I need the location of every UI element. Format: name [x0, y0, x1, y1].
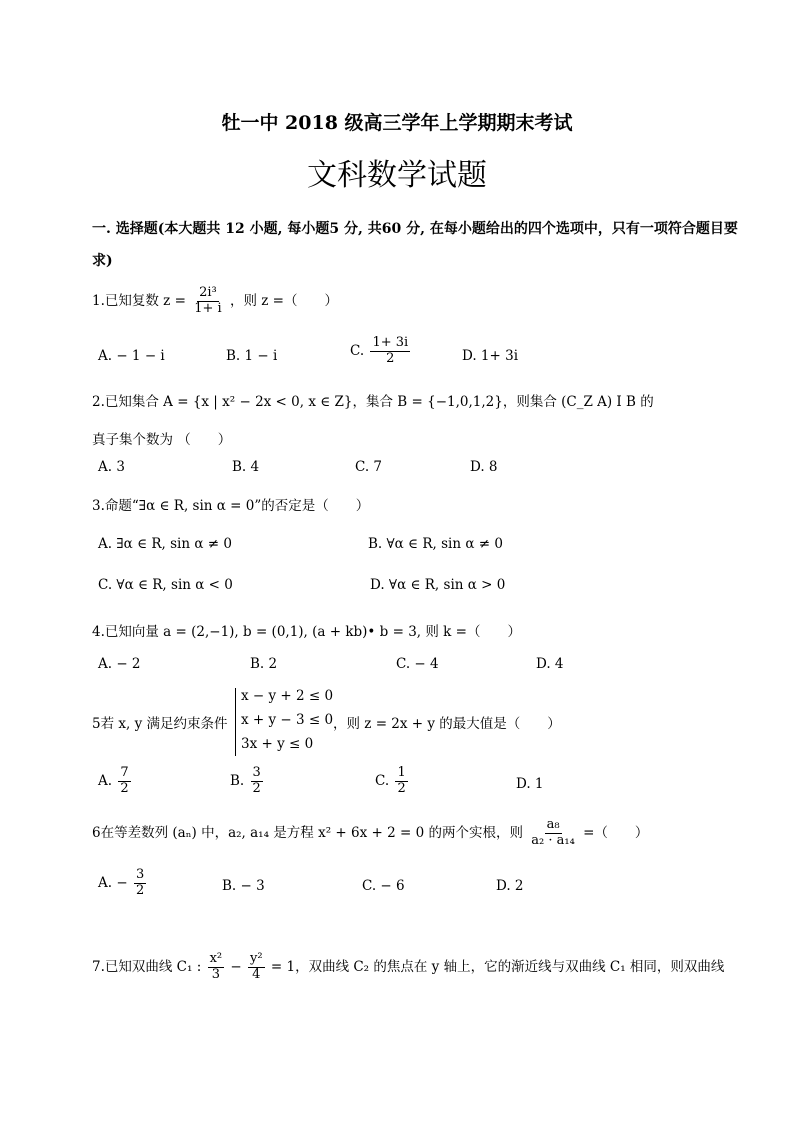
q5-option-a-label: A.	[98, 772, 113, 789]
q5-option-a-fraction	[118, 766, 130, 797]
q6-option-a-fraction	[134, 868, 146, 899]
q7-frac1-den: 3	[211, 966, 220, 982]
q2-option-a: A. 3	[98, 459, 125, 475]
q1-option-c-fraction	[370, 336, 410, 367]
q2-option-d: D. 8	[470, 459, 498, 475]
q6-option-a-den: 2	[135, 882, 145, 898]
q6-suffix: =（ ）	[583, 824, 649, 841]
q5-option-b-fraction	[251, 766, 263, 797]
q6-fraction	[529, 818, 577, 849]
q4-option-a: A. − 2	[98, 656, 141, 672]
q7-minus: −	[230, 958, 242, 975]
constraint-brace	[235, 688, 236, 756]
q6-prefix: 6在等差数列 (aₙ) 中，a₂, a₁₄ 是方程 x² + 6x + 2 = 0 的两个实根，则	[92, 824, 523, 841]
q5-option-c-den: 2	[397, 780, 406, 796]
q5-option-c-fraction	[395, 766, 407, 797]
q1-fraction	[192, 286, 223, 317]
section-heading-cont: 求)	[92, 253, 113, 269]
q1-option-a: A. − 1 − i	[98, 348, 165, 364]
q7-frac1-num: x²	[209, 951, 223, 966]
q5-option-a	[98, 766, 133, 797]
q1-option-c-den: 2	[386, 350, 395, 366]
q5-option-b-num: 3	[252, 765, 261, 780]
q6-option-a-label: A. −	[98, 874, 128, 891]
q1-denominator: 1+ i	[194, 300, 222, 316]
question-3: 3.命题“∃α ∈ R, sin α = 0”的否定是（ ）	[92, 498, 370, 514]
q5-option-c-label: C.	[375, 772, 390, 789]
q6-option-b: B. − 3	[222, 878, 265, 894]
q1-suffix: ，则 z =（ ）	[229, 292, 338, 309]
question-6	[92, 818, 648, 849]
q1-option-b: B. 1 − i	[226, 348, 278, 364]
q2-option-b: B. 4	[232, 459, 260, 475]
q1-option-d: D. 1+ 3i	[462, 348, 519, 364]
question-1	[92, 286, 338, 317]
q6-denominator: a₂ · a₁₄	[531, 832, 575, 848]
q6-option-a-num: 3	[135, 867, 145, 882]
question-5-prefix: 5若 x, y 满足约束条件	[92, 716, 228, 732]
exam-title: 牡一中 2018 级高三学年上学期期末考试	[221, 112, 573, 134]
q7-fraction-1	[208, 952, 225, 983]
q1-option-c-label: C.	[350, 342, 365, 359]
paper-title: 文科数学试题	[307, 158, 487, 193]
q7-fraction-2	[248, 952, 265, 983]
q5-option-b-label: B.	[230, 772, 245, 789]
q2-option-c: C. 7	[355, 459, 383, 475]
q5-option-d: D. 1	[516, 776, 544, 792]
q1-prefix: 1.已知复数 z =	[92, 292, 186, 309]
constraint-2: x + y − 3 ≤ 0	[241, 712, 334, 728]
question-2-line1: 2.已知集合 A = {x | x² − 2x < 0, x ∈ Z}，集合 B = {−1,0,1,2}，则集合 (C_Z A) I B 的	[92, 394, 654, 410]
q7-frac2-den: 4	[252, 966, 261, 982]
q5-option-b	[230, 766, 265, 797]
question-7	[92, 952, 724, 983]
q7-suffix: = 1，双曲线 C₂ 的焦点在 y 轴上，它的渐近线与双曲线 C₁ 相同，则双曲线	[270, 958, 725, 975]
q3-option-b: B. ∀α ∈ R, sin α ≠ 0	[368, 536, 503, 552]
question-2-line2: 真子集个数为 （ ）	[92, 432, 232, 448]
q6-option-a	[98, 868, 148, 899]
q5-option-c-num: 1	[397, 765, 406, 780]
constraint-3: 3x + y ≤ 0	[241, 736, 314, 752]
question-5-suffix: ，则 z = 2x + y 的最大值是（ ）	[333, 716, 561, 732]
q3-option-a: A. ∃α ∈ R, sin α ≠ 0	[98, 536, 232, 552]
q7-prefix: 7.已知双曲线 C₁ :	[92, 958, 202, 975]
section-heading: 一. 选择题(本大题共 12 小题, 每小题5 分, 共60 分, 在每小题给出的四个选项中，只有一项符合题目要	[92, 221, 738, 237]
q1-option-c	[350, 336, 412, 367]
q5-option-c	[375, 766, 410, 797]
q1-numerator: 2i³	[199, 285, 217, 300]
q3-option-c: C. ∀α ∈ R, sin α < 0	[98, 577, 233, 593]
constraint-1: x − y + 2 ≤ 0	[241, 688, 334, 704]
question-4: 4.已知向量 a = (2,−1), b = (0,1), (a + kb)• b = 3, 则 k =（ ）	[92, 624, 521, 640]
q4-option-c: C. − 4	[396, 656, 439, 672]
q1-option-c-num: 1+ 3i	[372, 335, 409, 350]
q6-numerator: a₈	[546, 817, 560, 832]
q3-option-d: D. ∀α ∈ R, sin α > 0	[370, 577, 506, 593]
q4-option-d: D. 4	[536, 656, 564, 672]
q4-option-b: B. 2	[250, 656, 278, 672]
q6-option-d: D. 2	[496, 878, 524, 894]
q7-frac2-num: y²	[250, 951, 263, 966]
q5-option-b-den: 2	[252, 780, 261, 796]
q6-option-c: C. − 6	[362, 878, 405, 894]
q5-option-a-den: 2	[120, 780, 129, 796]
q5-option-a-num: 7	[120, 765, 129, 780]
